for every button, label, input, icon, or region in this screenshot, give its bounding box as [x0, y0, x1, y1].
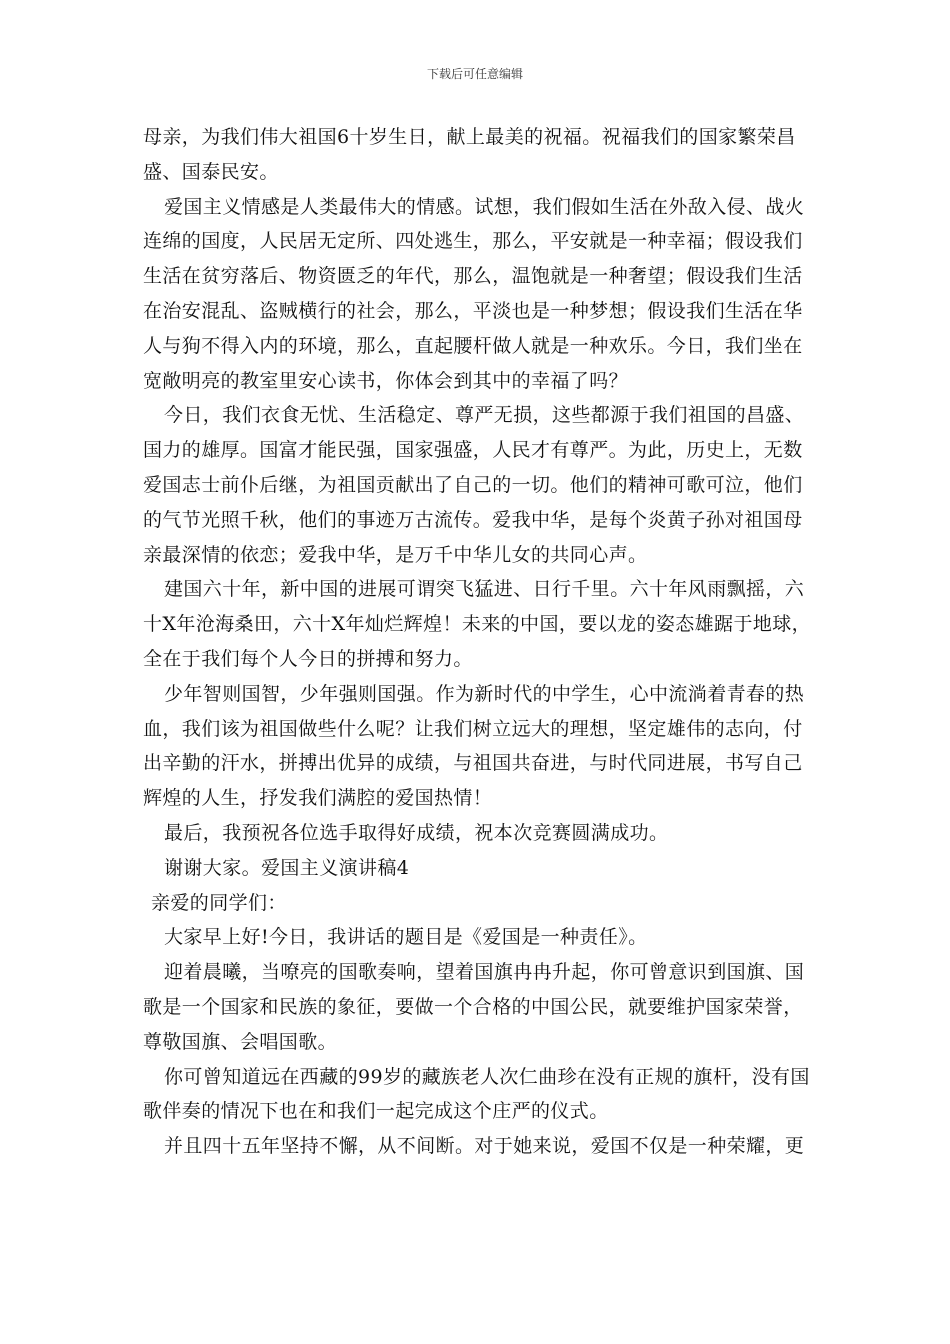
paragraph-5: 少年智则国智，少年强则国强。作为新时代的中学生，心中流淌着青春的热血，我们该为祖国做些什么呢？让我们树立远大的理想，坚定雄伟的志向，付出辛勤的汗水，拼搏出优异的成绩，与祖国共奋进，与时代同进展，书写自己辉煌的人生，抒发我们满腔的爱国热情！: [143, 682, 805, 810]
paragraph-11: 并且四十五年坚持不懈，从不间断。对于她来说，爱国不仅是一种荣耀，更: [164, 1135, 805, 1158]
document-body: [143, 120, 815, 1164]
salutation: 亲爱的同学们：: [151, 891, 287, 914]
paragraph-6: 最后，我预祝各位选手取得好成绩，祝本次竞赛圆满成功。: [164, 821, 669, 844]
paragraph-7: 谢谢大家。爱国主义演讲稿4: [164, 856, 410, 879]
paragraph-2: 爱国主义情感是人类最伟大的情感。试想，我们假如生活在外敌入侵、战火连绵的国度，人民居无定所、四处逃生，那么，平安就是一种幸福；假设我们生活在贫穷落后、物资匮乏的年代，那么，温饱就是一种奢望；假设我们生活在治安混乱、盗贼横行的社会，那么，平淡也是一种梦想；假设我们生活在华人与狗不得入内的环境，那么，直起腰杆做人就是一种欢乐。今日，我们坐在宽敞明亮的教室里安心读书，你体会到其中的幸福了吗？: [143, 195, 805, 392]
paragraph-8: 大家早上好!今日，我讲话的题目是《爱国是一种责任》。: [164, 926, 648, 949]
paragraph-3: 今日，我们衣食无忧、生活稳定、尊严无损，这些都源于我们祖国的昌盛、国力的雄厚。国富才能民强，国家强盛，人民才有尊严。为此，历史上，无数爱国志士前仆后继，为祖国贡献出了自己的一切。他们的精神可歌可泣，他们的气节光照千秋，他们的事迹万古流传。爱我中华，是每个炎黄子孙对祖国母亲最深情的依恋；爱我中华，是万千中华儿女的共同心声。: [143, 404, 805, 566]
paragraph-9: 迎着晨曦，当嘹亮的国歌奏响，望着国旗冉冉升起，你可曾意识到国旗、国歌是一个国家和民族的象征，要做一个合格的中国公民，就要维护国家荣誉，尊敬国旗、会唱国歌。: [143, 961, 805, 1053]
page-header: 下载后可任意编辑: [426, 67, 523, 81]
paragraph-10: 你可曾知道远在西藏的99岁的藏族老人次仁曲珍在没有正规的旗杆，没有国歌伴奏的情况下也在和我们一起完成这个庄严的仪式。: [143, 1065, 810, 1123]
paragraph-4: 建国六十年，新中国的进展可谓突飞猛进、日行千里。六十年风雨飘摇，六十X年沧海桑田，六十X年灿烂辉煌！未来的中国，要以龙的姿态雄踞于地球，全在于我们每个人今日的拼搏和努力。: [143, 578, 812, 670]
paragraph-1: 母亲，为我们伟大祖国6十岁生日，献上最美的祝福。祝福我们的国家繁荣昌盛、国泰民安。: [143, 126, 796, 183]
